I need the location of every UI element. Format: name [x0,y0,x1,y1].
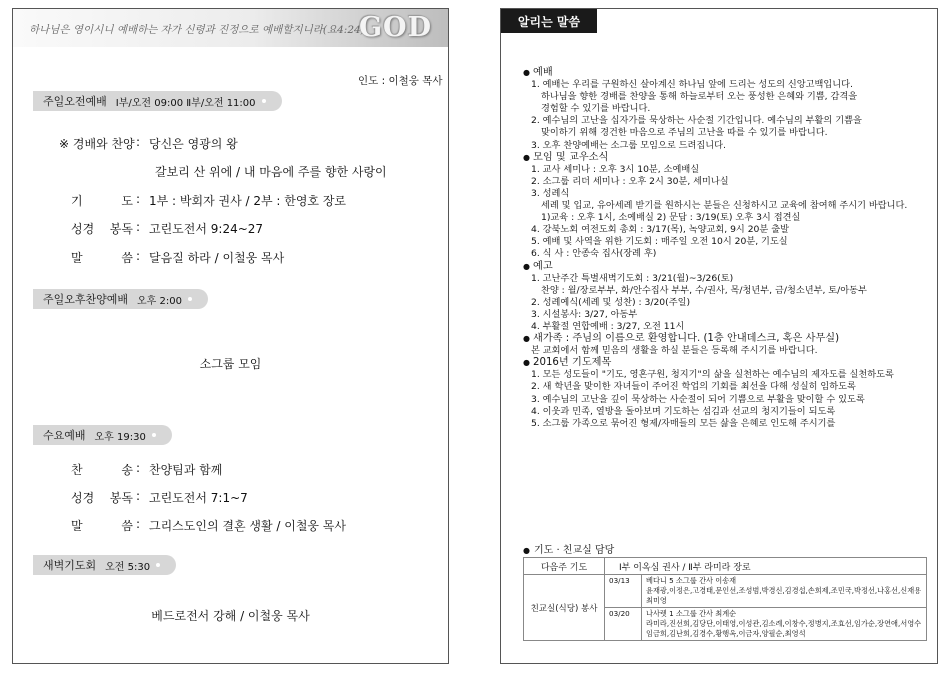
scripture-verse: 하나님은 영이시니 예배하는 자가 신령과 진정으로 예배할지니라(요4:24) [29,24,365,36]
section-pill [33,425,172,445]
notice-item: 본 교회에서 함께 믿음의 생활을 하실 분들은 등록해 주시기를 바랍니다. [531,345,818,357]
presider-label: 인도 : 이철웅 목사 [358,75,443,87]
order-value: 고린도전서 9:24~27 [149,222,264,236]
notice-item: 1. 교사 세미나 : 오후 3시 10분, 소예배실 [531,163,700,175]
god-logo: GOD [359,12,432,43]
order-row-scripture-wed [71,489,248,506]
notice-item: 세례 및 입교, 유아세례 받기를 원하시는 분들은 신청하시고 교육에 참여해 주시기 바랍니다. [541,200,908,212]
notice-item: 경험할 수 있기를 바랍니다. [541,103,651,115]
pill-dot-icon [152,433,156,437]
table-cell: Ⅰ부 이옥심 권사 / Ⅱ부 라미라 장로 [605,558,927,575]
duty-table [523,557,927,641]
section-time: 오후 2:00 [137,295,182,307]
group-leader: 베다니 5 소그룹 간사 이송재 [646,576,737,585]
notice-item: 1. 예배는 우리를 구원하신 살아계신 하나님 앞에 드리는 성도의 신앙고백입니다. [531,79,853,91]
notice-item: 4. 이웃과 민족, 열방을 돌아보며 기도하는 섬김과 선교의 청지기들이 되도록 [531,405,836,417]
order-label: 성경 봉독 [71,222,133,236]
order-row-scripture [71,220,263,237]
member-names: 라미라,진선희,김당단,이태영,이성관,김소례,이창수,정병지,조효선,임가순,장연애,서영수 임금희,김난희,김경수,황행옥,이금자,양필순,최영석 [646,619,922,638]
notice-item: 찬양 : 월/장로부부, 화/안수집사 부부, 수/권사, 목/청년부, 금/청소년부, 토/아동부 [541,284,867,296]
order-label: 기 도 [71,194,133,208]
order-colon: : [135,220,141,234]
notice-heading-worship: ● 예배 [523,67,927,79]
member-names: 윤재광,이정은,고경태,문인선,조성범,박경신,김경섭,손희제,조민국,박정선,나홍선,신재용 최미영 [646,586,922,605]
order-label: 말 씀 [71,251,133,265]
order-row-hymn [71,461,222,478]
notice-item: 2. 예수님의 고난을 십자가를 묵상하는 사순절 기간입니다. 예수님의 부활의 기쁨을 [531,115,862,127]
table-cell: 친교실(식당) 봉사 [524,575,605,641]
duty-heading: ● 기도 · 친교실 담당 [523,541,614,556]
section-time: Ⅰ부/오전 09:00 Ⅱ부/오전 11:00 [115,97,256,109]
order-row-sermon [71,249,284,266]
notice-item: 2. 소그룹 리더 세미나 : 오후 2시 30분, 세미나실 [531,175,729,187]
announcements-panel [500,8,938,664]
table-cell [642,608,927,641]
notice-heading-prayer: ● 2016년 기도제목 [523,357,927,369]
pill-dot-icon [156,563,160,567]
table-cell: 다음주 기도 [524,558,605,575]
notice-item: 1. 모든 성도들이 "기도, 영혼구원, 청지기"의 삶을 실천하는 예수님의 제자도를 실천하도록 [531,369,894,381]
section-wednesday [33,425,430,445]
order-colon: : [135,461,141,475]
notice-item: 5. 소그룹 가족으로 묶어진 형제/자매들의 모든 삶을 은혜로 인도해 주시기를 [531,417,836,429]
notice-item: 2. 성례예식(세례 및 성찬) : 3/20(주일) [531,296,691,308]
order-colon: : [135,489,141,503]
table-row [524,558,927,575]
order-value: 갈보리 산 위에 / 내 마음에 주를 향한 사랑이 [155,165,387,179]
table-row [524,575,927,608]
order-value: 고린도전서 7:1~7 [149,491,248,505]
order-colon: : [135,135,141,149]
notice-heading-meetings: ● 모임 및 교우소식 [523,152,927,164]
table-cell [642,575,927,608]
section-title: 주일오후찬양예배 [43,293,129,306]
order-label: ※ 경배와 찬양 [59,137,135,151]
notice-item: 3. 예수님의 고난을 깊이 묵상하는 사순절이 되어 기쁨으로 부활을 맞이할 수 있도록 [531,393,865,405]
order-value: 당신은 영광의 왕 [149,137,238,151]
pill-dot-icon [262,99,266,103]
order-value: 달음질 하라 / 이철웅 목사 [149,251,285,265]
notice-item: 3. 성례식 [531,187,570,199]
section-sunday-morning [33,91,430,111]
section-dawn-prayer [33,555,430,575]
pill-dot-icon [188,297,192,301]
section-title: 주일오전예배 [43,95,107,108]
table-cell: 03/20 [605,608,642,641]
notice-item: 2. 새 학년을 맞이한 자녀들이 주어진 학업의 기회를 최선을 다해 성실히 임하도록 [531,381,856,393]
afternoon-content: 소그룹 모임 [199,357,262,371]
section-time: 오전 5:30 [105,561,151,573]
order-label: 찬 송 [71,463,133,477]
header-band [13,9,448,47]
order-value: 찬양팀과 함께 [149,463,223,477]
section-pill [33,555,176,575]
worship-order-panel [12,8,449,664]
notice-heading-welcome: ● 새가족 : 주님의 이름으로 환영합니다. (1층 안내데스크, 혹은 사무실) [523,333,927,345]
order-label: 성경 봉독 [71,491,133,505]
dawn-content: 베드로전서 강해 / 이철웅 목사 [151,609,310,623]
section-title: 수요예배 [43,429,86,442]
order-row-praise [59,135,238,152]
notice-item: 5. 예배 및 사역을 위한 기도회 : 매주일 오전 10시 20분, 기도실 [531,236,788,248]
section-sunday-afternoon [33,289,430,309]
notice-item: 하나님을 향한 경배를 찬양을 통해 하늘로부터 오는 풍성한 은혜와 기쁨, 감격을 [541,91,858,103]
notice-item: 4. 강북노회 여전도회 총회 : 3/17(목), 녹양교회, 9시 20분 출발 [531,224,789,236]
order-value: 1부 : 박회자 권사 / 2부 : 한영호 장로 [149,194,347,208]
notice-item: 3. 오후 찬양예배는 소그룹 모임으로 드려집니다. [531,139,726,151]
section-title: 새벽기도회 [43,559,97,572]
order-colon: : [135,192,141,206]
announcements-title: 알리는 말씀 [501,9,597,33]
section-pill [33,91,282,111]
order-row-praise-2 [149,163,387,180]
section-pill [33,289,208,309]
table-cell: 03/13 [605,575,642,608]
notice-item: 1)교육 : 오후 1시, 소예배실 2) 문답 : 3/19(토) 오후 3시 접견실 [541,212,801,224]
notice-heading-preview: ● 예고 [523,261,927,273]
order-colon: : [135,249,141,263]
announcements-body [523,67,927,430]
notice-item: 1. 고난주간 특별새벽기도회 : 3/21(월)~3/26(토) [531,272,734,284]
order-row-sermon-wed [71,517,346,534]
order-value: 그리스도인의 결혼 생활 / 이철웅 목사 [149,519,346,533]
notice-item: 맞이하기 위해 경건한 마음으로 주님의 고난을 따를 수 있기를 바랍니다. [541,127,828,139]
section-time: 오후 19:30 [94,431,146,443]
order-label: 말 씀 [71,519,133,533]
order-colon: : [135,517,141,531]
notice-item: 6. 식 사 : 안종숙 집사(장례 후) [531,248,657,260]
notice-item: 4. 부활절 연합예배 : 3/27, 오전 11시 [531,320,685,332]
notice-item: 3. 시설봉사: 3/27, 아동부 [531,308,638,320]
order-row-prayer [71,192,346,209]
group-leader: 나사렛 1 소그룹 간사 최계순 [646,609,737,618]
